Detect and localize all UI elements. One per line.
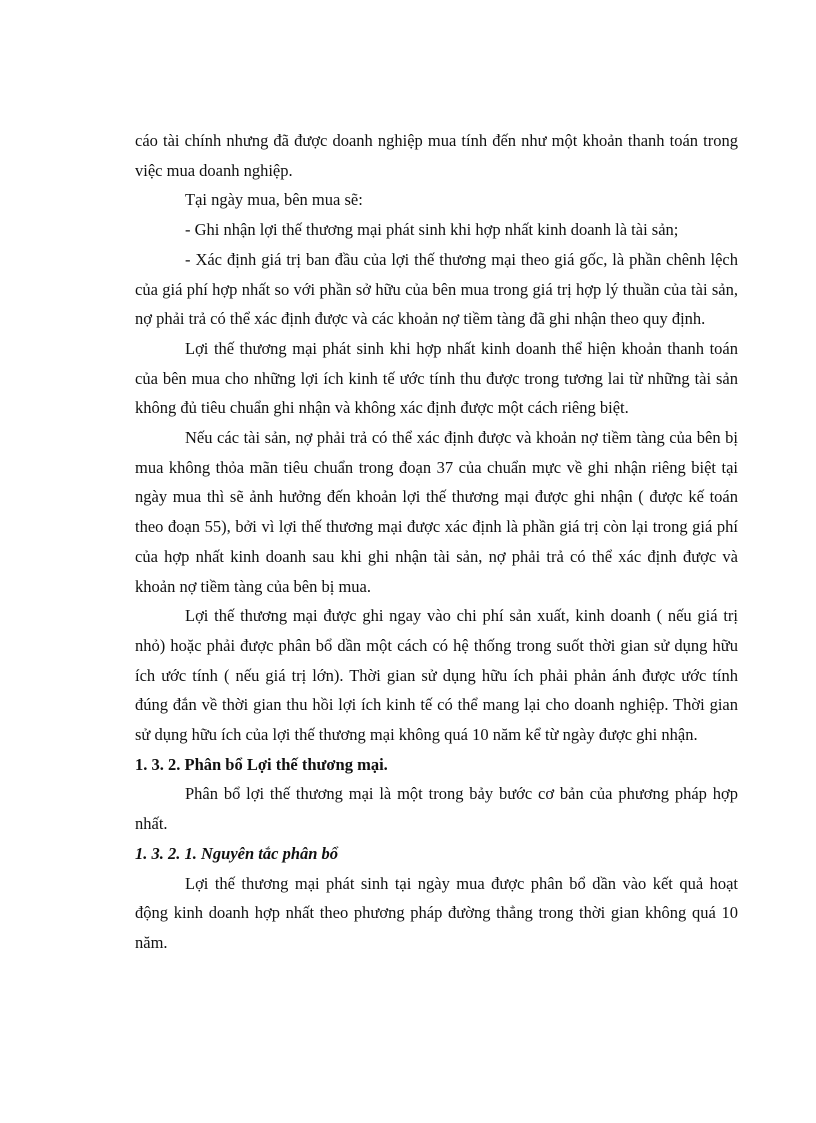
paragraph-recognition-criteria: Nếu các tài sản, nợ phải trả có thể xác định được và khoản nợ tiềm tàng của bên bị mua không thỏa mãn tiêu chuẩn trong đoạn 37 của chuẩn mực về ghi nhận riêng biệt tại ngày mua thì sẽ ảnh hưởng đến khoản lợi thế thương mại được ghi nhận ( được kế toán theo đoạn 55), bởi vì lợi thế thương mại được xác định là phần giá trị còn lại trong giá phí của hợp nhất kinh doanh sau khi ghi nhận tài sản, nợ phải trả có thể xác định được và khoản nợ tiềm tàng của bên bị mua. [135, 428, 738, 596]
document-page [135, 126, 738, 958]
subsection-heading-principle: 1. 3. 2. 1. Nguyên tắc phân bổ [135, 843, 339, 863]
paragraph-continuation: cáo tài chính nhưng đã được doanh nghiệp mua tính đến như một khoản thanh toán trong việc mua doanh nghiệp. [135, 131, 738, 180]
paragraph-expensing: Lợi thế thương mại được ghi ngay vào chi phí sản xuất, kinh doanh ( nếu giá trị nhỏ) hoặc phải được phân bổ dần một cách có hệ thống trong suốt thời gian sử dụng hữu ích ước tính ( nếu giá trị lớn). Thời gian sử dụng hữu ích phải phản ánh được ước tính đúng đắn về thời gian thu hồi lợi ích kinh tế có thể mang lại cho doanh nghiệp. Thời gian sử dụng hữu ích của lợi thế thương mại không quá 10 năm kể từ ngày được ghi nhận. [135, 606, 738, 745]
paragraph-recognize-asset: - Ghi nhận lợi thế thương mại phát sinh khi hợp nhất kinh doanh là tài sản; [185, 220, 679, 240]
paragraph-initial-value: - Xác định giá trị ban đầu của lợi thế thương mại theo giá gốc, là phần chênh lệch của giá phí hợp nhất so với phần sở hữu của bên mua trong giá trị hợp lý thuần của tài sản, nợ phải trả có thể xác định được và các khoản nợ tiềm tàng đã ghi nhận theo quy định. [135, 249, 738, 329]
paragraph-goodwill-definition: Lợi thế thương mại phát sinh khi hợp nhất kinh doanh thể hiện khoản thanh toán của bên mua cho những lợi ích kinh tế ước tính thu được trong tương lai từ những tài sản không đủ tiêu chuẩn ghi nhận và không xác định được một cách riêng biệt. [135, 338, 738, 418]
section-heading-allocation: 1. 3. 2. Phân bổ Lợi thế thương mại. [135, 754, 388, 774]
paragraph-allocation-principle: Lợi thế thương mại phát sinh tại ngày mua được phân bổ dần vào kết quả hoạt động kinh doanh hợp nhất theo phương pháp đường thẳng trong thời gian không quá 10 năm. [135, 873, 738, 952]
paragraph-allocation-intro: Phân bổ lợi thế thương mại là một trong bảy bước cơ bản của phương pháp hợp nhất. [135, 784, 738, 834]
paragraph-buyer-intro: Tại ngày mua, bên mua sẽ: [185, 190, 363, 210]
